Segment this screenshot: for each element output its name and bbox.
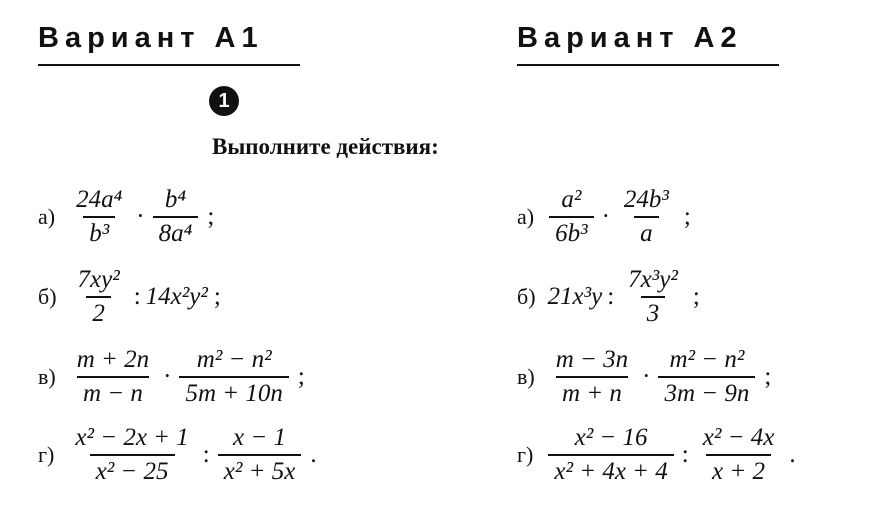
numerator: x − 1 [233,424,287,451]
operator: : [133,283,141,310]
problem-label: б) [517,284,536,309]
terminator: . [310,441,317,468]
problem-label: г) [517,442,534,467]
operator: · [136,203,145,230]
denominator: x + 2 [706,454,771,486]
denominator: 3 [641,296,666,328]
fraction [179,346,288,408]
numerator: m² − n² [669,346,745,373]
problem-a1-a [38,186,214,248]
task-number-badge [209,86,239,116]
denominator: 3m − 9n [658,376,755,408]
denominator: m − n [77,376,149,408]
heading-underline [517,64,779,66]
fraction [153,186,199,248]
denominator: m + n [556,376,628,408]
denominator: 5m + 10n [179,376,288,408]
numerator: a² [561,186,582,213]
denominator: a [634,216,659,248]
task-number: 1 [218,89,230,112]
problem-label: а) [38,204,56,229]
operator: : [202,441,210,468]
problem-a2-b [517,266,700,328]
expression: 14x²y² [145,283,208,310]
fraction [72,266,126,328]
problem-label: а) [517,204,535,229]
terminator: ; [207,203,215,230]
numerator: m + 2n [76,346,150,373]
operator: : [607,283,615,310]
terminator: ; [764,363,772,390]
problem-label: в) [517,364,535,389]
numerator: x² − 2x + 1 [75,424,189,451]
task-instruction: Выполните действия: [212,134,439,159]
fraction [622,266,684,328]
numerator: x² − 4x [702,424,775,451]
variant-a1-heading [38,22,300,55]
numerator: x² − 16 [574,424,648,451]
fraction [549,186,594,248]
expression: 21x³y [547,283,603,310]
fraction [697,424,781,486]
problem-a2-g [517,424,796,486]
heading-underline [38,64,300,66]
problem-a2-a [517,186,691,248]
variant-a2-title: Вариант А2 [517,22,743,54]
terminator: . [789,441,796,468]
fraction [218,424,302,486]
numerator: 7xy² [77,266,120,293]
problem-a1-v [38,346,305,408]
variant-a2-heading [517,22,779,55]
terminator: ; [692,283,700,310]
denominator: x² − 25 [90,454,175,486]
numerator: b⁴ [164,186,187,213]
denominator: b³ [83,216,115,248]
numerator: m² − n² [196,346,272,373]
denominator: 2 [86,296,111,328]
denominator: x² + 4x + 4 [548,454,673,486]
fraction [71,346,155,408]
fraction [548,424,673,486]
fraction [550,346,634,408]
fraction [70,186,128,248]
problem-label: б) [38,284,57,309]
terminator: ; [683,203,691,230]
operator: · [601,203,610,230]
problem-a2-v [517,346,771,408]
fraction [618,186,675,248]
numerator: 24a⁴ [76,186,123,213]
fraction [69,424,194,486]
denominator: 6b³ [549,216,594,248]
numerator: 24b³ [623,186,669,213]
problem-a1-g [38,424,317,486]
numerator: m − 3n [555,346,629,373]
fraction [658,346,755,408]
problem-label: г) [38,442,55,467]
problem-label: в) [38,364,56,389]
numerator: 7x³y² [628,266,678,293]
terminator: ; [297,363,305,390]
problem-a1-b [38,266,221,328]
variant-a1-title: Вариант А1 [38,22,264,54]
denominator: 8a⁴ [153,216,199,248]
operator: : [681,441,689,468]
operator: · [642,363,651,390]
terminator: ; [213,283,221,310]
operator: · [163,363,172,390]
denominator: x² + 5x [218,454,302,486]
